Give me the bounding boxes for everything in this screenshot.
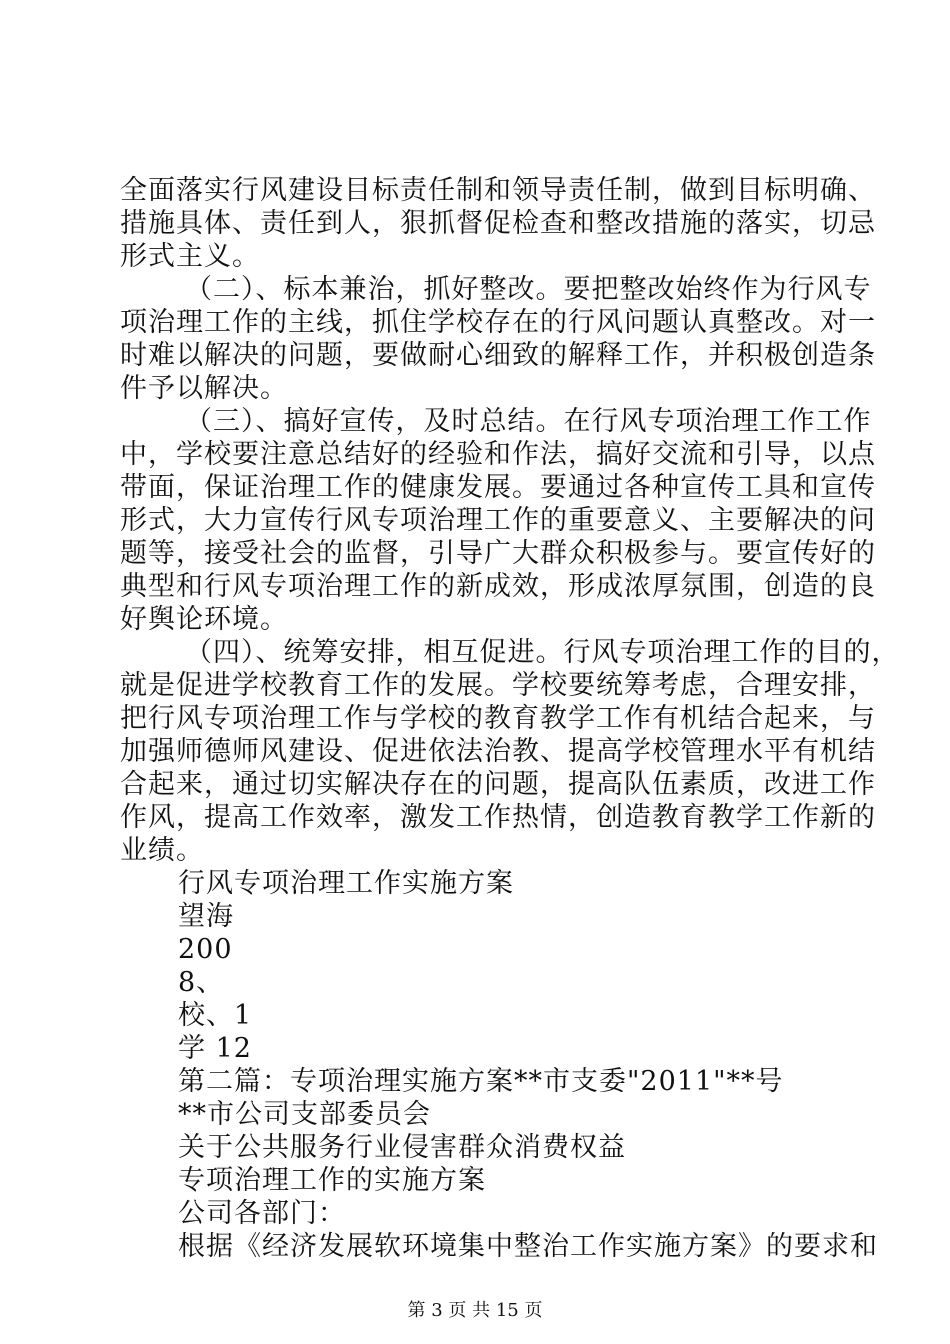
chapter-heading-line: 第二篇：专项治理实施方案**市支委"2011"**号 — [178, 1066, 784, 1097]
section-heading-line: （四）、统筹安排，相互促进。行风专项治理工作的目的， — [185, 637, 900, 668]
section-heading-line: （三）、搞好宣传，及时总结。在行风专项治理工作工作 — [185, 406, 872, 437]
title-line: 行风专项治理工作实施方案 — [178, 868, 514, 899]
body-line: 措施具体、责任到人，狠抓督促检查和整改措施的落实，切忌 — [120, 208, 876, 239]
body-line: 带面，保证治理工作的健康发展。要通过各种宣传工具和宣传 — [120, 472, 876, 503]
org-line: **市公司支部委员会 — [178, 1099, 431, 1130]
fragment-line: 8、 — [178, 967, 225, 998]
body-line: 加强师德师风建设、促进依法治教、提高学校管理水平有机结 — [120, 736, 876, 767]
body-line: 作风，提高工作效率，激发工作热情，创造教育教学工作新的 — [120, 802, 876, 833]
fragment-line: 学 12 — [178, 1033, 252, 1064]
fragment-line: 校、1 — [178, 1000, 253, 1031]
body-line: 时难以解决的问题，要做耐心细致的解释工作，并积极创造条 — [120, 340, 876, 371]
body-line: 业绩。 — [120, 835, 204, 866]
body-line: 件予以解决。 — [120, 373, 288, 404]
body-line: 形式主义。 — [120, 241, 260, 272]
body-line: 好舆论环境。 — [120, 604, 288, 635]
body-line: 题等，接受社会的监督，引导广大群众积极参与。要宣传好的 — [120, 538, 876, 569]
body-line: 就是促进学校教育工作的发展。学校要统筹考虑，合理安排， — [120, 670, 876, 701]
body-line: 全面落实行风建设目标责任制和领导责任制，做到目标明确、 — [120, 175, 876, 206]
salutation-line: 公司各部门： — [178, 1198, 346, 1229]
body-line: 形式，大力宣传行风专项治理工作的重要意义、主要解决的问 — [120, 505, 876, 536]
body-line: 项治理工作的主线，抓住学校存在的行风问题认真整改。对一 — [120, 307, 876, 338]
page-footer: 第 3 页 共 15 页 — [407, 1300, 543, 1321]
body-line: 典型和行风专项治理工作的新成效，形成浓厚氛围，创造的良 — [120, 571, 876, 602]
subject-line: 专项治理工作的实施方案 — [178, 1165, 486, 1196]
fragment-line: 200 — [178, 934, 233, 965]
body-line: 把行风专项治理工作与学校的教育教学工作有机结合起来，与 — [120, 703, 876, 734]
author-line: 望海 — [178, 901, 234, 932]
body-line: 中，学校要注意总结好的经验和作法，搞好交流和引导，以点 — [120, 439, 876, 470]
body-line: 合起来，通过切实解决存在的问题，提高队伍素质，改进工作 — [120, 769, 876, 800]
section-heading-line: （二）、标本兼治，抓好整改。要把整改始终作为行风专 — [185, 274, 872, 305]
body-line: 根据《经济发展软环境集中整治工作实施方案》的要求和 — [178, 1231, 878, 1262]
subject-line: 关于公共服务行业侵害群众消费权益 — [178, 1132, 626, 1163]
